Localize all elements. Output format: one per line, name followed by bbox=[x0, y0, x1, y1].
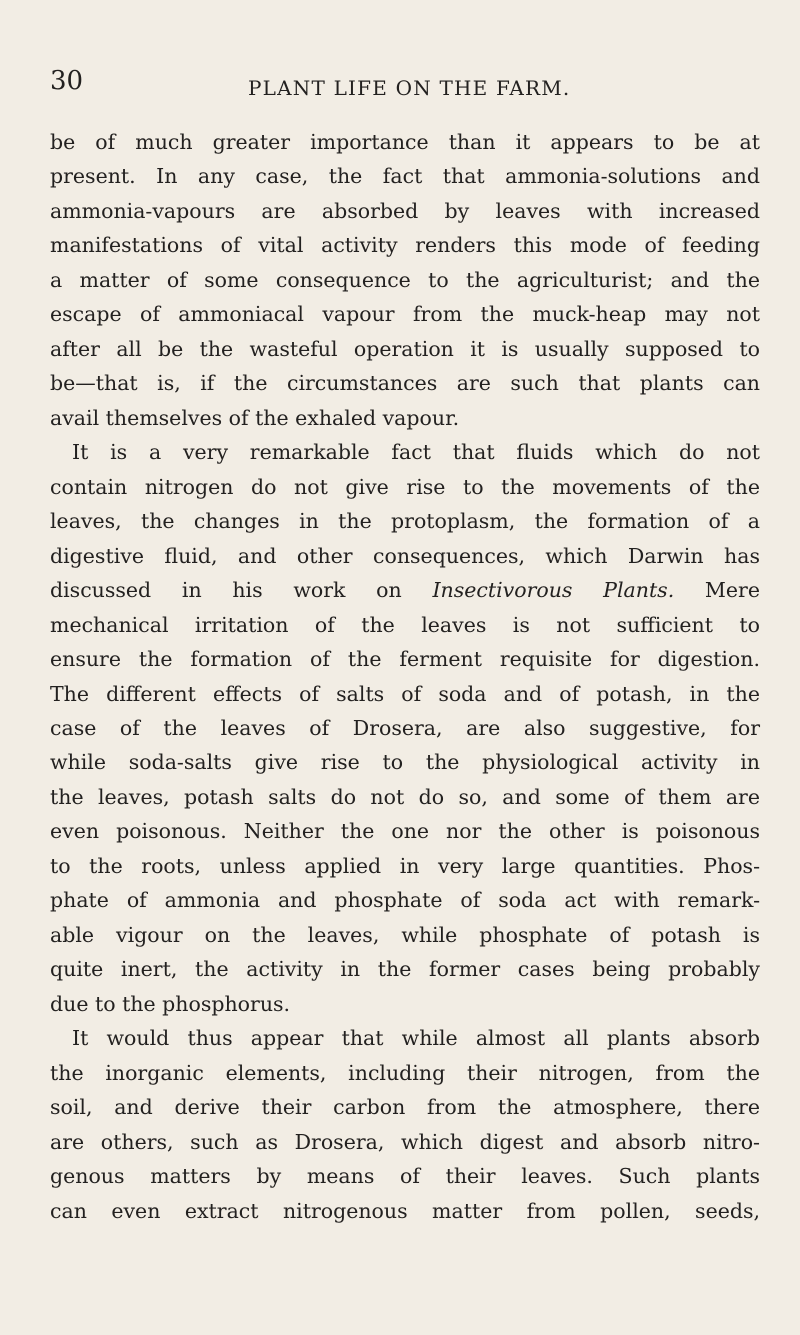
body-text bbox=[50, 125, 760, 1228]
text-line: escape of ammoniacal vapour from the muck-heap may not bbox=[50, 302, 760, 327]
text-line: genous matters by means of their leaves. Such plants bbox=[50, 1164, 760, 1189]
text-line: contain nitrogen do not give rise to the movements of the bbox=[50, 474, 760, 499]
text-line: It is a very remarkable fact that fluids which do not bbox=[72, 440, 760, 465]
text-line: present. In any case, the fact that ammonia-solutions and bbox=[50, 164, 760, 189]
text-line: ensure the formation of the ferment requisite for digestion. bbox=[50, 647, 760, 672]
text-line: avail themselves of the exhaled vapour. bbox=[50, 405, 460, 430]
text-line: able vigour on the leaves, while phosphate of potash is bbox=[50, 922, 760, 947]
text-line: ammonia-vapours are absorbed by leaves with increased bbox=[50, 198, 760, 223]
text-line: be—that is, if the circumstances are such that plants can bbox=[50, 371, 760, 396]
running-head-title: PLANT LIFE ON THE FARM. bbox=[248, 76, 571, 100]
line-text: discussed in his work on bbox=[50, 578, 433, 603]
text-line: It would thus appear that while almost all plants absorb bbox=[72, 1026, 760, 1051]
book-title: Insectivorous Plants. bbox=[432, 578, 675, 603]
text-line: to the roots, unless applied in very large quantities. Phos- bbox=[50, 853, 760, 878]
page-number: 30 bbox=[50, 66, 84, 96]
text-line: can even extract nitrogenous matter from pollen, seeds, bbox=[50, 1198, 760, 1223]
line-text-tail: Mere bbox=[674, 578, 760, 603]
text-line: leaves, the changes in the protoplasm, the formation of a bbox=[50, 509, 760, 534]
text-line-with-title bbox=[50, 573, 760, 607]
text-line: manifestations of vital activity renders this mode of feeding bbox=[50, 233, 760, 258]
text-line: mechanical irritation of the leaves is not sufficient to bbox=[50, 612, 760, 637]
text-line: The different effects of salts of soda and of potash, in the bbox=[50, 681, 760, 706]
text-line: while soda-salts give rise to the physiological activity in bbox=[50, 750, 760, 775]
text-line: even poisonous. Neither the one nor the other is poisonous bbox=[50, 819, 760, 844]
text-line: after all be the wasteful operation it is usually supposed to bbox=[50, 336, 760, 361]
text-line: soil, and derive their carbon from the atmosphere, there bbox=[50, 1095, 760, 1120]
text-line: are others, such as Drosera, which digest and absorb nitro- bbox=[50, 1129, 760, 1154]
text-line: phate of ammonia and phosphate of soda act with remark- bbox=[50, 888, 760, 913]
text-line: digestive fluid, and other consequences, which Darwin has bbox=[50, 543, 760, 568]
text-line: due to the phosphorus. bbox=[50, 991, 291, 1016]
text-line: case of the leaves of Drosera, are also suggestive, for bbox=[50, 715, 760, 740]
text-line: the leaves, potash salts do not do so, and some of them are bbox=[50, 784, 760, 809]
text-line: a matter of some consequence to the agriculturist; and the bbox=[50, 267, 760, 292]
text-line: quite inert, the activity in the former cases being probably bbox=[50, 957, 760, 982]
text-line: the inorganic elements, including their nitrogen, from the bbox=[50, 1060, 760, 1085]
text-line: be of much greater importance than it appears to be at bbox=[50, 130, 760, 154]
